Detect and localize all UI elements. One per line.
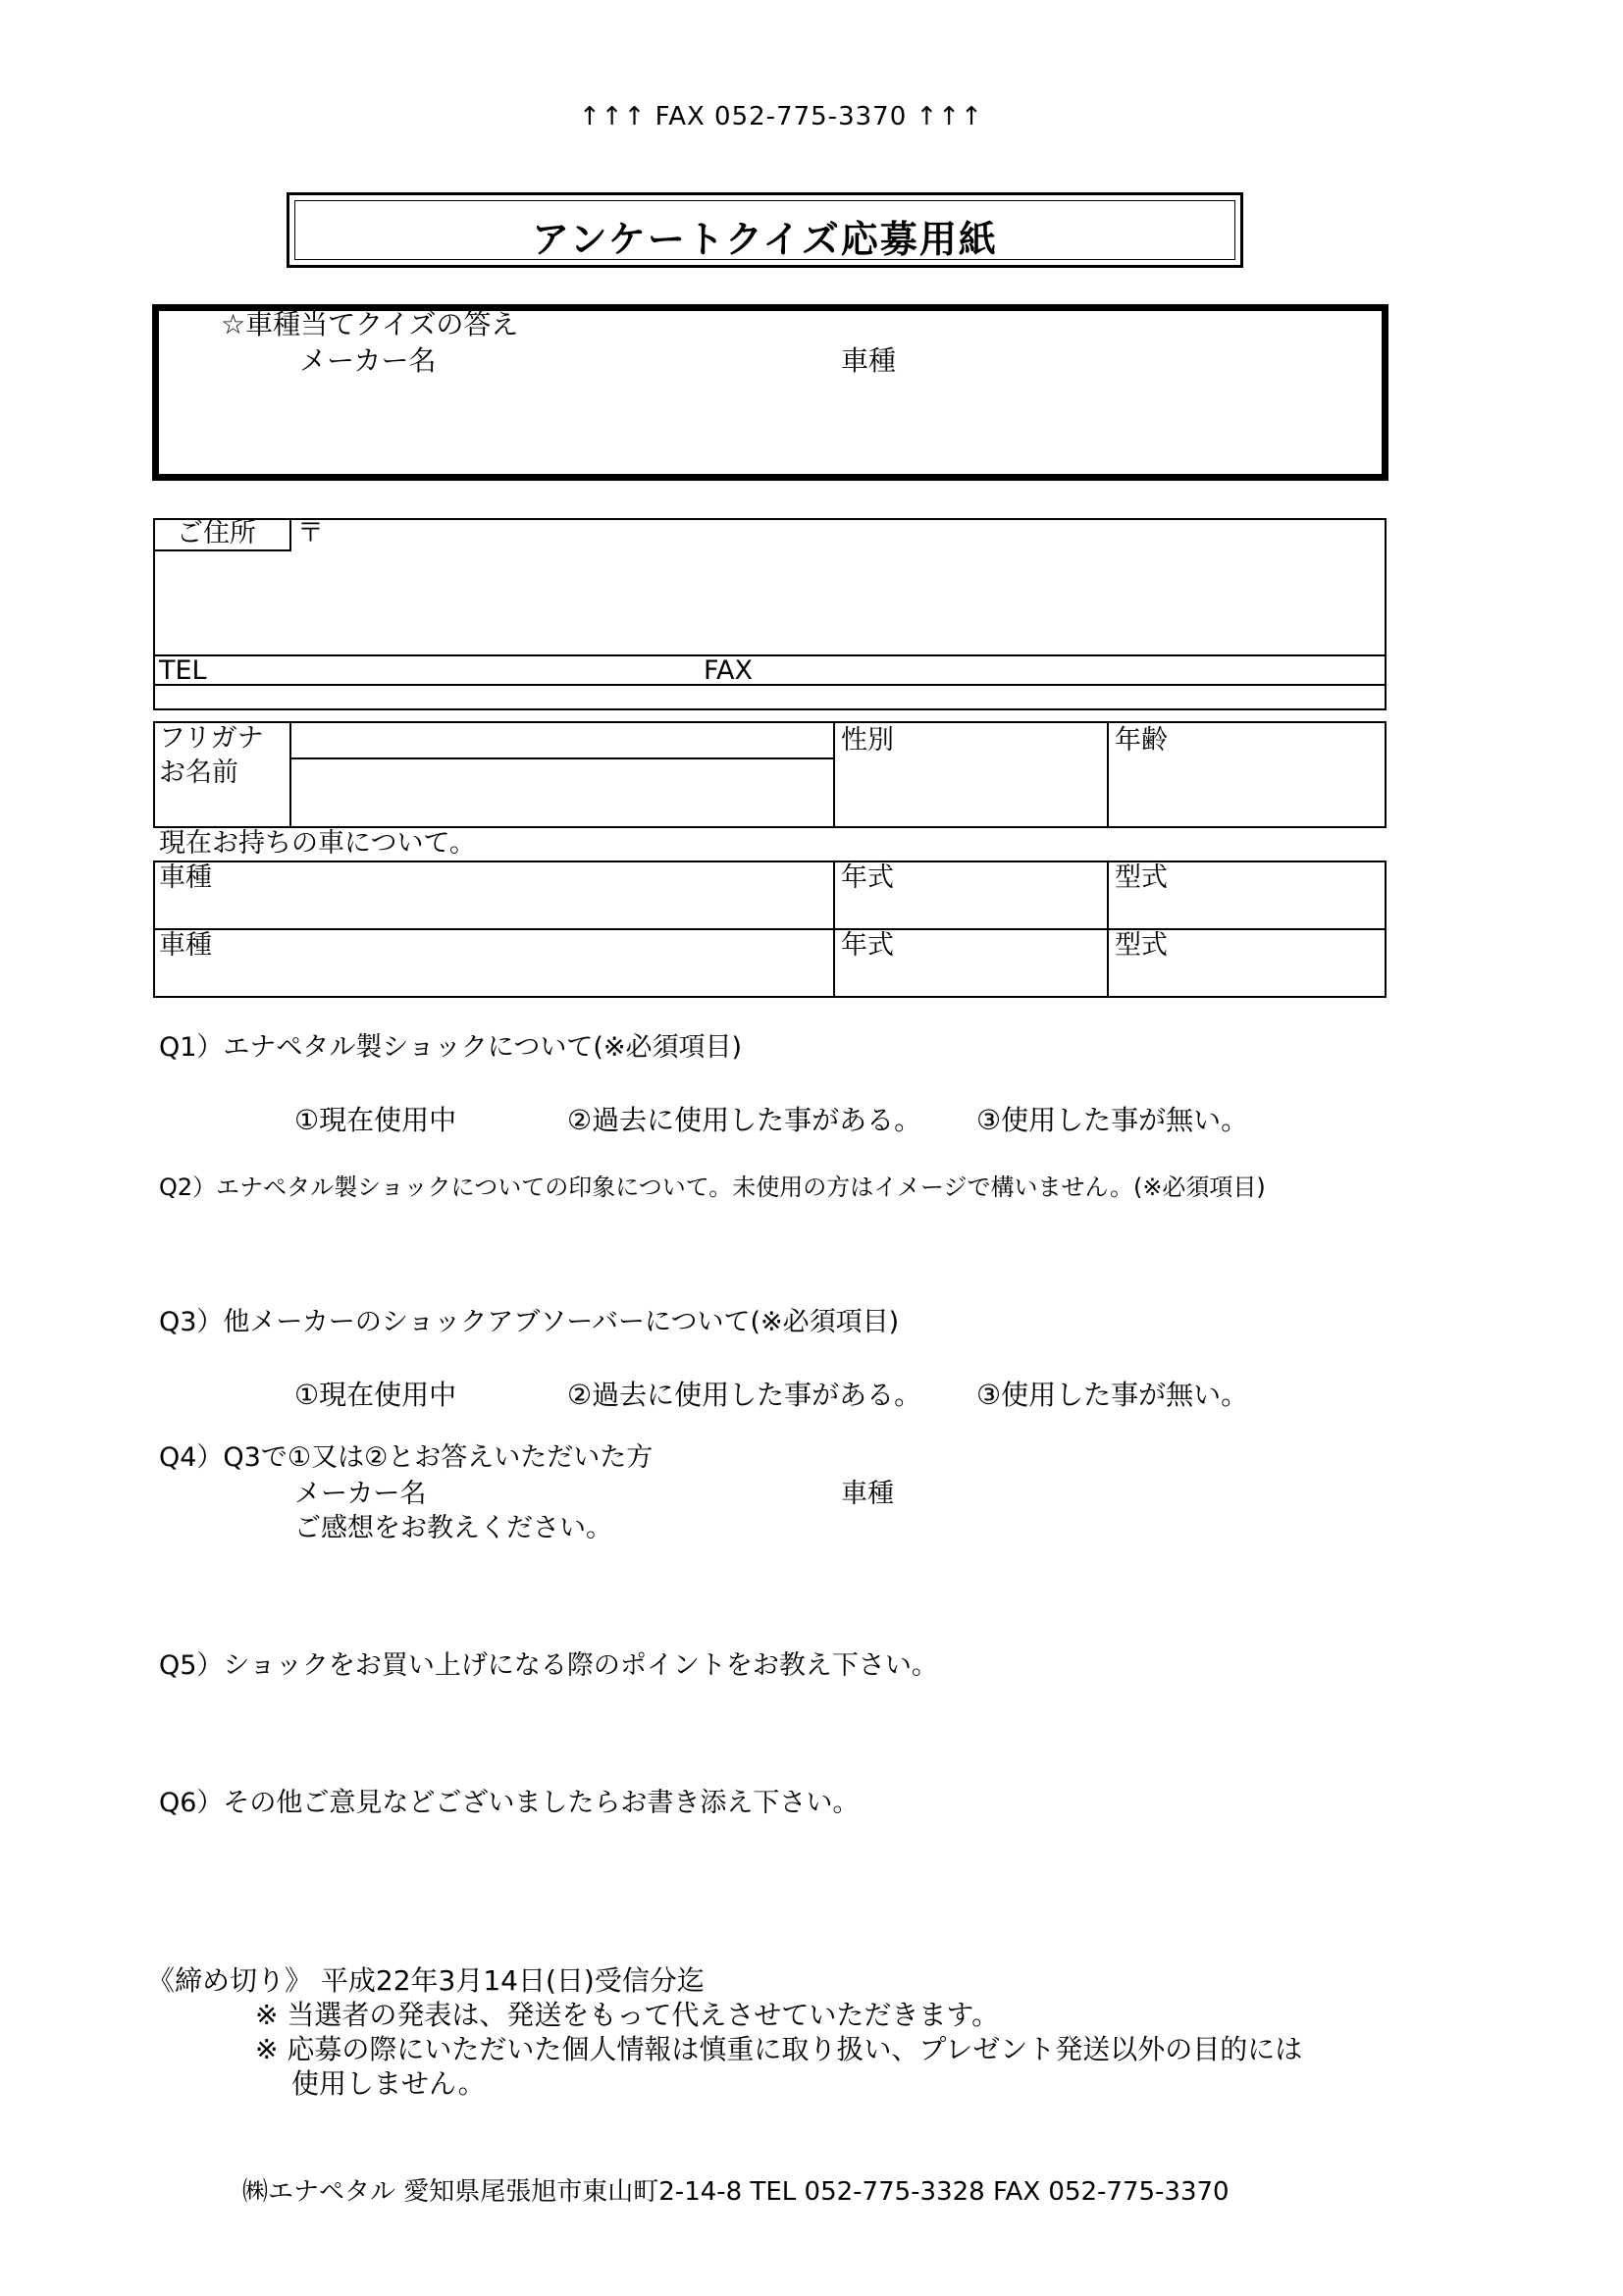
car-row-divider — [153, 928, 1387, 930]
quiz-model-label: 車種 — [841, 344, 897, 377]
tel-row-top-line — [153, 654, 1387, 656]
address-label-divider — [289, 518, 291, 551]
q4-impression-label: ご感想をお教えください。 — [294, 1513, 612, 1543]
gender-label: 性別 — [841, 725, 894, 756]
q2-text: Q2）エナペタル製ショックについての印象について。未使用の方はイメージで構いません。(※必須項目) — [159, 1174, 1266, 1201]
gender-divider — [833, 721, 835, 828]
q5-text: Q5）ショックをお買い上げになる際のポイントをお教え下さい。 — [159, 1650, 938, 1681]
age-divider — [1107, 721, 1109, 828]
deadline-text: 《締め切り》 平成22年3月14日(日)受信分迄 — [147, 1964, 705, 1997]
age-label: 年齢 — [1115, 725, 1168, 756]
note-1: ※ 当選者の発表は、発送をもって代えさせていただきます。 — [255, 1999, 1000, 2031]
address-label: ご住所 — [177, 518, 256, 548]
fax-label: FAX — [704, 655, 754, 686]
q4-maker-label: メーカー名 — [294, 1479, 427, 1509]
furigana-input[interactable] — [294, 724, 829, 756]
car-2-model-label: 車種 — [159, 930, 212, 961]
q6-text: Q6）その他ご意見などございましたらお書き添え下さい。 — [159, 1788, 860, 1818]
postal-mark: 〒 — [297, 518, 324, 548]
car-1-model-label: 車種 — [159, 862, 212, 893]
company-footer: ㈱エナペタル 愛知県尾張旭市東山町2-14-8 TEL 052-775-3328 FAX 052-775-3370 — [242, 2177, 1230, 2207]
q3-option-2[interactable]: ②過去に使用した事がある。 — [567, 1379, 922, 1411]
furigana-label: フリガナ — [159, 723, 264, 754]
quiz-heading: ☆車種当てクイズの答え — [221, 308, 519, 340]
address-label-underline — [153, 549, 291, 551]
q1-option-1[interactable]: ①現在使用中 — [294, 1104, 457, 1136]
name-label: お名前 — [159, 757, 238, 788]
q4-model-label: 車種 — [841, 1479, 894, 1509]
q3-text: Q3）他メーカーのショックアブソーバーについて(※必須項目) — [159, 1307, 900, 1337]
tel-input[interactable] — [226, 686, 697, 709]
car-type-divider — [1107, 861, 1109, 998]
title-box — [287, 192, 1243, 268]
page-title: アンケートクイズ応募用紙 — [532, 218, 998, 261]
q1-option-2[interactable]: ②過去に使用した事がある。 — [567, 1104, 922, 1136]
fax-header: ↑↑↑ FAX 052-775-3370 ↑↑↑ — [579, 102, 983, 131]
car-year-divider — [833, 861, 835, 998]
name-label-divider — [289, 721, 291, 828]
q1-text: Q1）エナペタル製ショックについて(※必須項目) — [159, 1032, 743, 1063]
car-2-type-label: 型式 — [1115, 930, 1168, 961]
quiz-maker-label: メーカー名 — [299, 344, 437, 377]
name-input[interactable] — [294, 761, 829, 824]
car-1-type-label: 型式 — [1115, 862, 1168, 893]
car-1-year-label: 年式 — [841, 862, 894, 893]
car-2-year-label: 年式 — [841, 930, 894, 961]
fax-input[interactable] — [765, 686, 1354, 709]
q3-option-3[interactable]: ③使用した事が無い。 — [976, 1379, 1249, 1411]
note-2: ※ 応募の際にいただいた個人情報は慎重に取り扱い、プレゼント発送以外の目的には — [255, 2033, 1303, 2065]
address-input[interactable] — [294, 554, 1374, 652]
tel-label: TEL — [159, 655, 207, 686]
age-input[interactable] — [1113, 760, 1382, 823]
q3-option-1[interactable]: ①現在使用中 — [294, 1379, 457, 1411]
gender-input[interactable] — [839, 760, 1102, 823]
note-3: 使用しません。 — [291, 2067, 486, 2100]
furigana-divider — [289, 757, 835, 759]
current-car-heading: 現在お持ちの車について。 — [159, 828, 476, 859]
q4-text: Q4）Q3で①又は②とお答えいただいた方 — [159, 1442, 654, 1473]
q1-option-3[interactable]: ③使用した事が無い。 — [976, 1104, 1249, 1136]
